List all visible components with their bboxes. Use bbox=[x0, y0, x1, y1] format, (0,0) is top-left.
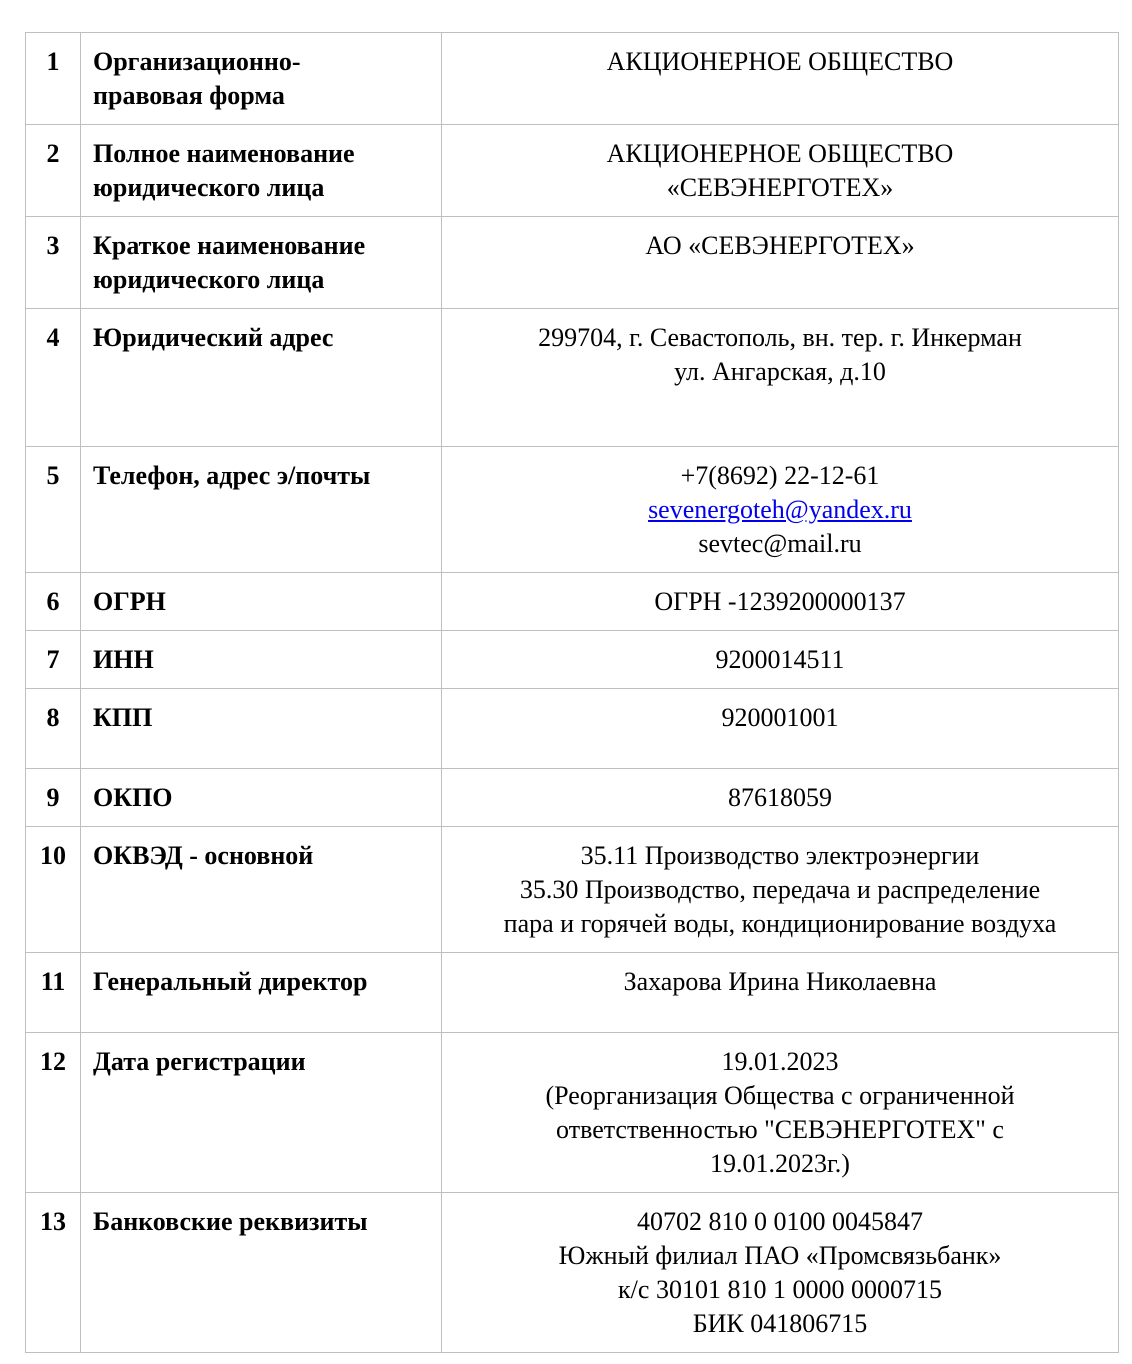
row-number: 10 bbox=[26, 827, 81, 953]
field-label bbox=[81, 573, 442, 631]
field-value bbox=[442, 573, 1119, 631]
field-value bbox=[442, 1033, 1119, 1193]
field-label bbox=[81, 33, 442, 125]
row-number: 13 bbox=[26, 1193, 81, 1353]
field-label-line: Телефон, адрес э/почты bbox=[93, 461, 371, 490]
field-value bbox=[442, 309, 1119, 447]
field-value bbox=[442, 827, 1119, 953]
row-number: 7 bbox=[26, 631, 81, 689]
row-number: 4 bbox=[26, 309, 81, 447]
field-value bbox=[442, 1193, 1119, 1353]
table-row bbox=[26, 447, 1119, 573]
field-label-line: Юридический адрес bbox=[93, 323, 334, 352]
email-address: sevtec@mail.ru bbox=[698, 529, 862, 558]
field-value-line: (Реорганизация Общества с ограниченной bbox=[545, 1081, 1015, 1110]
row-number: 5 bbox=[26, 447, 81, 573]
field-label-line: ОКПО bbox=[93, 783, 173, 812]
field-value-line: к/с 30101 810 1 0000 0000715 bbox=[618, 1275, 942, 1304]
field-value-line: 35.11 Производство электроэнергии bbox=[580, 841, 980, 870]
field-label-line: Генеральный директор bbox=[93, 967, 368, 996]
table-row bbox=[26, 827, 1119, 953]
field-label bbox=[81, 631, 442, 689]
table-row bbox=[26, 631, 1119, 689]
field-value bbox=[442, 631, 1119, 689]
email-link[interactable]: sevenergoteh@yandex.ru bbox=[648, 495, 912, 524]
field-label bbox=[81, 309, 442, 447]
row-number: 8 bbox=[26, 689, 81, 769]
field-value bbox=[442, 125, 1119, 217]
row-number: 1 bbox=[26, 33, 81, 125]
row-number: 9 bbox=[26, 769, 81, 827]
table-row bbox=[26, 33, 1119, 125]
company-details-table bbox=[25, 32, 1119, 1353]
table-row bbox=[26, 217, 1119, 309]
field-value-line: БИК 041806715 bbox=[692, 1309, 868, 1338]
table-row bbox=[26, 1193, 1119, 1353]
field-value-line: «СЕВЭНЕРГОТЕХ» bbox=[666, 173, 894, 202]
phone-number: +7(8692) 22-12-61 bbox=[680, 461, 880, 490]
field-value-line: 9200014511 bbox=[715, 645, 845, 674]
table-row bbox=[26, 769, 1119, 827]
field-value-line: пара и горячей воды, кондиционирование воздуха bbox=[503, 909, 1057, 938]
table-row bbox=[26, 125, 1119, 217]
field-value-line: 19.01.2023 bbox=[721, 1047, 839, 1076]
table-row bbox=[26, 573, 1119, 631]
field-value-line: Южный филиал ПАО «Промсвязьбанк» bbox=[558, 1241, 1002, 1270]
table-row bbox=[26, 953, 1119, 1033]
field-label-line: юридического лица bbox=[93, 265, 325, 294]
field-label-line: ИНН bbox=[93, 645, 154, 674]
field-value bbox=[442, 689, 1119, 769]
field-label bbox=[81, 689, 442, 769]
field-value-line: 35.30 Производство, передача и распределение bbox=[519, 875, 1041, 904]
row-number: 11 bbox=[26, 953, 81, 1033]
field-value-line: ответственностью "СЕВЭНЕРГОТЕХ" с bbox=[556, 1115, 1004, 1144]
row-number: 3 bbox=[26, 217, 81, 309]
field-value bbox=[442, 769, 1119, 827]
field-label bbox=[81, 125, 442, 217]
table-row bbox=[26, 309, 1119, 447]
field-value-line: ул. Ангарская, д.10 bbox=[674, 357, 886, 386]
field-label-line: Полное наименование bbox=[93, 139, 355, 168]
field-value-line: АО «СЕВЭНЕРГОТЕХ» bbox=[645, 231, 915, 260]
field-value-line: 19.01.2023г.) bbox=[710, 1149, 850, 1178]
field-value-line: АКЦИОНЕРНОЕ ОБЩЕСТВО bbox=[606, 139, 954, 168]
field-label-line: юридического лица bbox=[93, 173, 325, 202]
field-label bbox=[81, 827, 442, 953]
field-value-line: АКЦИОНЕРНОЕ ОБЩЕСТВО bbox=[606, 47, 954, 76]
row-number: 12 bbox=[26, 1033, 81, 1193]
field-label bbox=[81, 1193, 442, 1353]
field-label-line: Дата регистрации bbox=[93, 1047, 306, 1076]
field-value bbox=[442, 447, 1119, 573]
field-label-line: ОГРН bbox=[93, 587, 166, 616]
row-number: 6 bbox=[26, 573, 81, 631]
field-label bbox=[81, 769, 442, 827]
table-row bbox=[26, 689, 1119, 769]
field-value bbox=[442, 217, 1119, 309]
field-value-line: Захарова Ирина Николаевна bbox=[623, 967, 937, 996]
field-value-line: 920001001 bbox=[721, 703, 839, 732]
field-value-line: ОГРН -1239200000137 bbox=[654, 587, 906, 616]
field-label bbox=[81, 217, 442, 309]
field-label bbox=[81, 447, 442, 573]
field-label bbox=[81, 953, 442, 1033]
field-label-line: Банковские реквизиты bbox=[93, 1207, 368, 1236]
field-value bbox=[442, 33, 1119, 125]
table-row bbox=[26, 1033, 1119, 1193]
field-label-line: ОКВЭД - основной bbox=[93, 841, 314, 870]
field-value bbox=[442, 953, 1119, 1033]
field-label-line: правовая форма bbox=[93, 81, 285, 110]
row-number: 2 bbox=[26, 125, 81, 217]
field-label-line: Краткое наименование bbox=[93, 231, 366, 260]
field-value-line: 299704, г. Севастополь, вн. тер. г. Инкерман bbox=[538, 323, 1022, 352]
field-value-line: 40702 810 0 0100 0045847 bbox=[637, 1207, 923, 1236]
field-label bbox=[81, 1033, 442, 1193]
field-label-line: Организационно- bbox=[93, 47, 301, 76]
field-value-line: 87618059 bbox=[728, 783, 832, 812]
field-label-line: КПП bbox=[93, 703, 153, 732]
